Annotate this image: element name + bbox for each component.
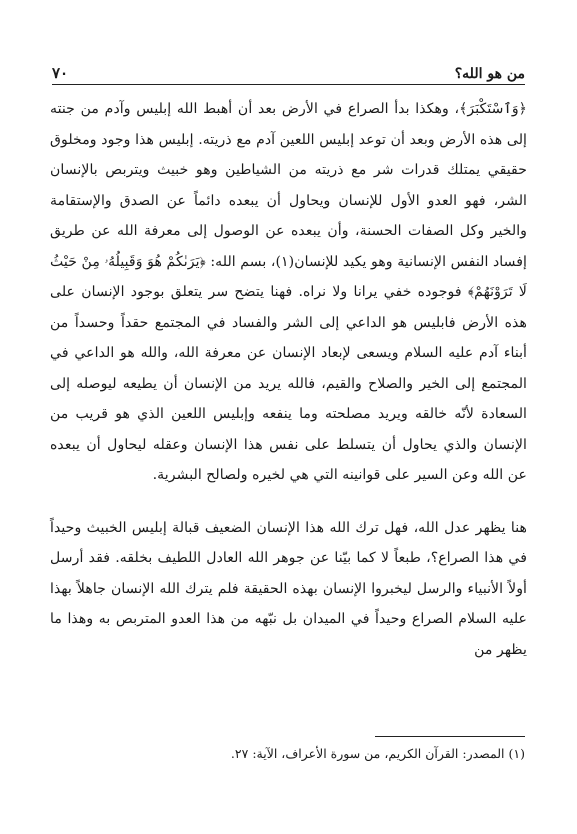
running-title: من هو الله؟ [454,66,525,82]
paragraph-1: ﴿وَٱسْتَكْبَرَ﴾، وهكذا بدأ الصراع في الأرض بعد أن أهبط الله إبليس وآدم من جنته إلى هذه الأرض وبعد أن توعد إبليس اللعين آدم مع ذريته. إبليس هذا وجود ومخلوق حقيقي يمتلك قدرات شر مع ذريته من الشياطين وهو خبيث ويتربص بالإنسان الشر، فهو العدو الأول للإنسان ويحاول أن يبعده دائماً عن الصدق والإستقامة والخير وكل الصفات الحسنة، وأن يبعده عن الوصول إلى معرفة الله عن طريق إفساد النفس الإنسانية وهو يكيد للإنسان(١)، بسم الله: ﴿يَرَىٰكُمْ هُوَ وَقَبِيلُهُۥ مِنْ حَيْثُ لَا تَرَوْنَهُمْ﴾ فوجوده خفي يرانا ولا نراه. فهنا يتضح سر يتعلق بوجود الإنسان على هذه الأرض فابليس هو الداعي إلى الشر والفساد في المجتمع حقداً وحسداً من أبناء آدم عليه السلام ويسعى لإبعاد الإنسان عن معرفة الله، والله هو الداعي في المجتمع إلى الخير والصلاح والقيم، فالله يريد من الإنسان أن يطيعه ليوصله إلى السعادة لأنّه خالقه ويريد مصلحته وما ينفعه وإبليس اللعين الذي هو قريب من الإنسان والذي يحاول أن يتسلط على نفس هذا الإنسان وعقله ليحاول أن يبعده عن الله وعن السير على قوانينه التي هي لخيره ولصالح البشرية. [50,101,527,483]
body-text [50,94,527,665]
page-header [52,58,525,82]
header-divider [52,84,525,85]
footnote: (١) المصدر: القرآن الكريم، من سورة الأعراف، الآية: ٢٧. [230,746,525,761]
page-number: ٧٠ [52,64,69,82]
paragraph-2: هنا يظهر عدل الله، فهل ترك الله هذا الإنسان الضعيف قبالة إبليس الخبيث وحيداً في هذا الصراع؟، طبعاً لا كما بيّنا عن جوهر الله العادل اللطيف بخلقه. فقد أرسل أولاً الأنبياء والرسل ليخبروا الإنسان بهذه الحقيقة فلم يترك الله الإنسان جاهلاً بهذا عليه السلام الصراع وحيداً في الميدان بل نبّهه من هذا العدو المتربص به وهذا ما يظهر من [50,519,527,658]
footnote-divider [375,736,525,737]
